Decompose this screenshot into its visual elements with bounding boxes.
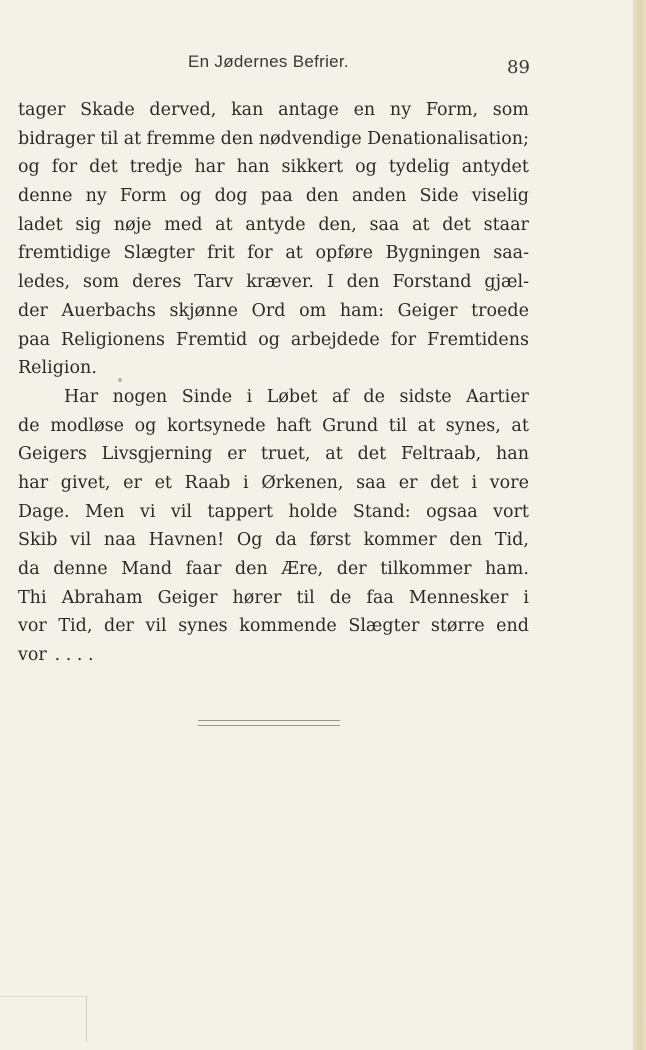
word: gjæl- xyxy=(484,272,529,293)
text-line xyxy=(18,125,529,154)
word: har xyxy=(18,472,49,493)
word: af xyxy=(331,386,349,407)
word: Mand xyxy=(121,559,173,579)
word: den, xyxy=(318,214,357,235)
word: vil xyxy=(170,501,192,522)
closing-line xyxy=(18,641,529,670)
word: Geiger xyxy=(157,587,218,608)
word: vor xyxy=(18,616,47,637)
word: Livsgjerning xyxy=(101,444,213,465)
body-text xyxy=(18,96,529,670)
word: for xyxy=(390,329,417,350)
word: antage xyxy=(278,100,339,120)
word: nødvendige xyxy=(258,128,362,149)
word: Dage. xyxy=(18,501,70,522)
word: arbejdede xyxy=(290,329,380,350)
text-line xyxy=(18,153,529,182)
word: skjønne xyxy=(169,300,238,321)
word: nogen xyxy=(112,386,168,407)
word: derved, xyxy=(149,100,217,120)
word: deres xyxy=(132,272,182,293)
word: det xyxy=(357,444,387,465)
margin-mark xyxy=(0,996,86,997)
word: tager xyxy=(18,100,66,120)
word: staar xyxy=(483,214,529,235)
word: den xyxy=(220,128,254,149)
word: antydet xyxy=(461,157,529,178)
word: et xyxy=(154,472,172,493)
text-line xyxy=(18,211,529,240)
word: Forstand xyxy=(392,272,472,293)
word: at xyxy=(123,128,142,149)
word: opføre xyxy=(315,243,373,264)
word: den xyxy=(346,272,380,293)
word: vore xyxy=(489,472,529,493)
word: ham: xyxy=(339,300,385,321)
word: Stand: xyxy=(352,501,411,522)
word: der xyxy=(18,300,48,321)
word: kommer xyxy=(363,530,437,551)
word: at xyxy=(325,444,343,465)
text-line xyxy=(18,584,529,613)
word: troede xyxy=(471,300,529,321)
word: anden xyxy=(351,186,407,207)
word: om xyxy=(299,300,327,321)
word: paa xyxy=(18,329,51,350)
word: tydelig xyxy=(388,157,450,178)
word: end xyxy=(496,616,529,637)
word: Mennesker xyxy=(408,587,509,608)
word: og xyxy=(258,329,280,350)
word: Tid, xyxy=(58,616,93,637)
word: den xyxy=(449,530,483,551)
word: Fremtidens xyxy=(427,329,529,350)
word: Fremtid xyxy=(175,329,248,350)
word: Tarv xyxy=(194,272,234,293)
word: til xyxy=(296,587,315,608)
word: de xyxy=(363,386,385,407)
word: denne xyxy=(18,186,73,207)
word: at xyxy=(417,415,436,436)
word: Har xyxy=(64,386,99,407)
word: kortsynede xyxy=(167,415,266,436)
word: Form, xyxy=(425,100,479,120)
text-line xyxy=(18,526,529,555)
running-head xyxy=(0,52,633,76)
word: kræver. xyxy=(246,272,314,293)
word: haft xyxy=(276,415,312,436)
word: det xyxy=(430,472,459,493)
word: da xyxy=(275,530,297,551)
word: større xyxy=(430,616,485,637)
word: først xyxy=(309,530,351,551)
end-rule-divider xyxy=(198,720,340,726)
word: bidrager xyxy=(18,128,95,149)
word: vort xyxy=(493,501,529,522)
word: modløse xyxy=(50,415,124,436)
text-line xyxy=(18,412,529,441)
word: synes xyxy=(178,616,228,637)
word: truet, xyxy=(260,444,311,465)
text-line xyxy=(18,297,529,326)
word: kommende xyxy=(239,616,337,637)
word: i xyxy=(246,386,253,407)
word: paa xyxy=(260,186,293,207)
word: Sinde xyxy=(181,386,233,407)
word: der xyxy=(336,559,367,579)
word: Slægter xyxy=(348,616,420,637)
word: Form xyxy=(119,186,167,207)
word: saa xyxy=(356,472,387,493)
word: Slægter xyxy=(123,243,195,264)
word: synes, xyxy=(445,415,501,436)
word: der xyxy=(104,616,134,637)
word: Bygningen xyxy=(385,243,481,264)
text-line xyxy=(18,326,529,355)
word: saa xyxy=(369,214,400,235)
word: og xyxy=(355,157,377,178)
word: faar xyxy=(185,559,222,579)
text-line xyxy=(18,268,529,297)
word: som xyxy=(83,272,120,293)
word: at xyxy=(412,214,430,235)
word: antyde xyxy=(245,214,306,235)
paragraph-end-line xyxy=(18,354,529,383)
text-line xyxy=(18,555,529,584)
word: frit xyxy=(207,243,235,264)
word: vi xyxy=(139,501,156,522)
word: Og xyxy=(236,530,263,551)
word: med xyxy=(164,214,203,235)
word: og xyxy=(134,415,157,436)
word: viselig xyxy=(471,186,529,207)
word: Grund xyxy=(322,415,379,436)
word: Abraham xyxy=(61,587,143,608)
word: en xyxy=(353,100,376,120)
word: kan xyxy=(231,100,264,120)
word: er xyxy=(398,472,418,493)
print-speck xyxy=(118,378,122,382)
word: ny xyxy=(389,100,412,120)
word: Skib xyxy=(18,530,58,551)
word: Skade xyxy=(80,100,135,120)
word: de xyxy=(18,415,40,436)
word: saa- xyxy=(493,243,529,264)
text-line xyxy=(18,469,529,498)
word: den xyxy=(305,186,339,207)
word: Raab xyxy=(184,472,231,493)
word: sig xyxy=(75,214,102,235)
word: det xyxy=(442,214,471,235)
word: Feltraab, xyxy=(401,444,482,465)
word: den xyxy=(234,559,268,579)
word: Ord xyxy=(251,300,286,321)
word: dog xyxy=(214,186,248,207)
word: ogsaa xyxy=(426,501,478,522)
word: Geiger xyxy=(397,300,458,321)
text-line xyxy=(18,96,529,125)
word: Havnen! xyxy=(148,530,225,551)
word: han xyxy=(236,157,270,178)
word: i xyxy=(471,472,478,493)
word: Religion. xyxy=(18,358,97,379)
word: i xyxy=(523,587,529,608)
word: de xyxy=(329,587,352,608)
text-line xyxy=(18,498,529,527)
word: ny xyxy=(85,186,107,207)
word: er xyxy=(123,472,142,493)
text-line xyxy=(18,440,529,469)
margin-mark xyxy=(86,996,87,1042)
word: for xyxy=(247,243,273,264)
word: han xyxy=(496,444,529,465)
word: tilkommer xyxy=(380,559,472,579)
page-edge xyxy=(633,0,646,1050)
word: da xyxy=(18,559,40,579)
word: og xyxy=(18,157,40,178)
word: at xyxy=(285,243,303,264)
word: vil xyxy=(145,616,167,637)
word: at xyxy=(215,214,233,235)
word: naa xyxy=(103,530,137,551)
word: er xyxy=(227,444,247,465)
word: Men xyxy=(85,501,125,522)
word: at xyxy=(511,415,529,436)
word: faa xyxy=(366,587,394,608)
word: Ære, xyxy=(281,559,324,579)
word: ledes, xyxy=(18,272,71,293)
text-line xyxy=(18,239,529,268)
word: ladet xyxy=(18,214,63,235)
text-line xyxy=(18,612,529,641)
word: I xyxy=(326,272,334,293)
word: tappert xyxy=(207,501,274,522)
word: Auerbachs xyxy=(61,300,156,321)
word: vor xyxy=(18,645,47,666)
word: Thi xyxy=(18,587,47,608)
word: Religionens xyxy=(61,329,165,350)
word: har xyxy=(194,157,225,178)
word: Løbet xyxy=(266,386,318,407)
word: givet, xyxy=(60,472,111,493)
word: fremtidige xyxy=(18,243,111,264)
word: tredje xyxy=(129,157,183,178)
word: fremme xyxy=(146,128,216,149)
word: nøje xyxy=(113,214,152,235)
word: holde xyxy=(288,501,338,522)
word: for xyxy=(51,157,78,178)
word: Tid, xyxy=(494,530,529,551)
word: til xyxy=(388,415,408,436)
word: . . . . xyxy=(54,645,94,666)
word: Side xyxy=(419,186,459,207)
page-number: 89 xyxy=(507,57,530,78)
word: det xyxy=(89,157,118,178)
word: ham. xyxy=(485,559,529,579)
word: i xyxy=(243,472,249,493)
word: Geigers xyxy=(18,444,87,465)
word: vil xyxy=(70,530,92,551)
word: denne xyxy=(53,559,108,579)
word: hører xyxy=(232,587,282,608)
word: og xyxy=(179,186,202,207)
running-title: En Jødernes Befrier. xyxy=(188,52,349,71)
word: Aartier xyxy=(466,386,529,407)
text-line xyxy=(18,182,529,211)
word: Denationalisation; xyxy=(367,128,529,149)
word: sikkert xyxy=(281,157,344,178)
word: til xyxy=(100,128,119,149)
paragraph-start-line xyxy=(18,383,529,412)
word: som xyxy=(492,100,529,120)
word: sidste xyxy=(399,386,452,407)
word: Ørkenen, xyxy=(261,472,344,493)
